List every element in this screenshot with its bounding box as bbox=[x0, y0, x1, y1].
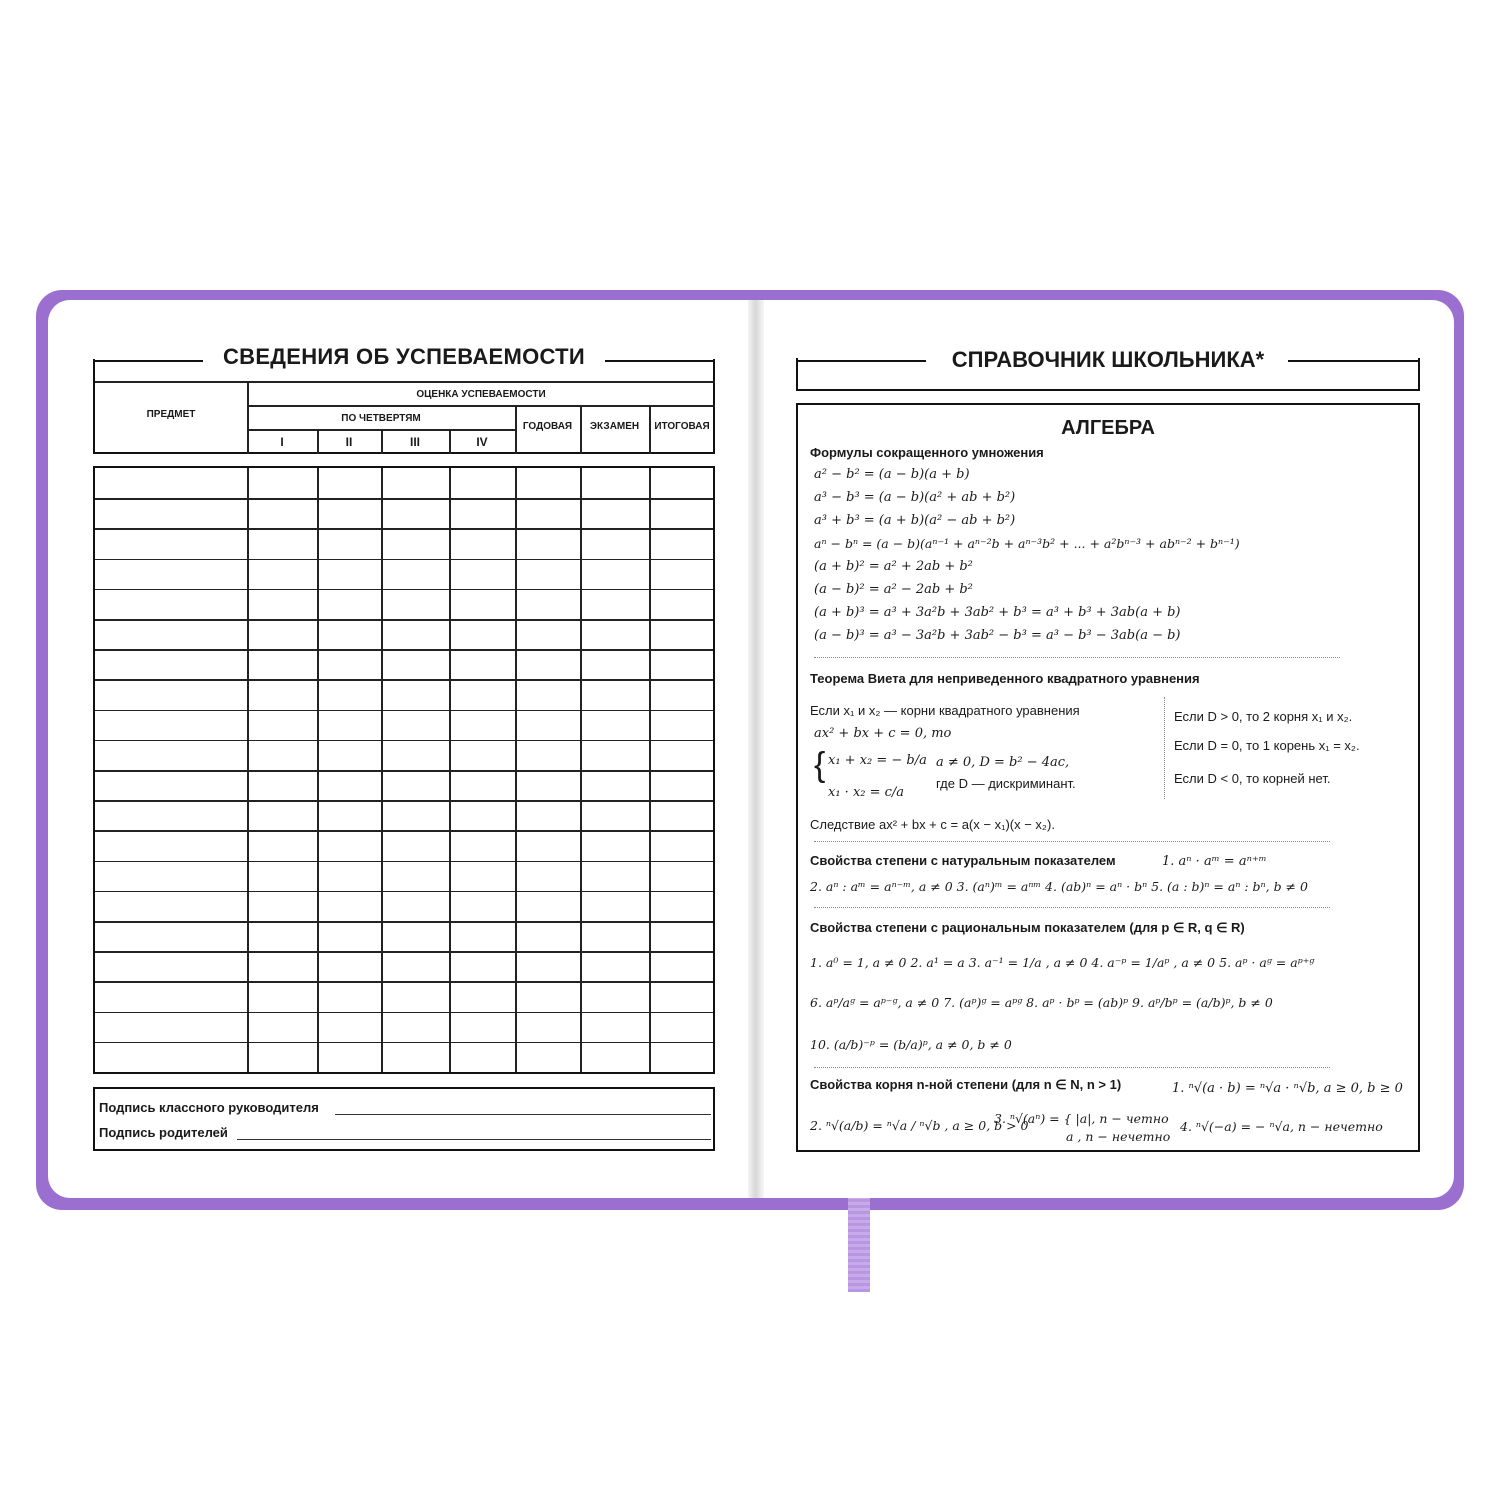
formula: a³ − b³ = (a − b)(a² + ab + b²) bbox=[814, 490, 1016, 505]
reference-title: СПРАВОЧНИК ШКОЛЬНИКА* bbox=[936, 347, 1280, 372]
quarter-3: III bbox=[409, 435, 420, 449]
s1-heading: Формулы сокращенного умножения bbox=[810, 445, 1044, 460]
grades-title: СВЕДЕНИЯ ОБ УСПЕВАЕМОСТИ bbox=[209, 344, 599, 369]
formula: (a − b)³ = a³ − 3a²b + 3ab² − b³ = a³ − b³ − 3ab(a − b) bbox=[814, 628, 1181, 643]
separator bbox=[814, 907, 1330, 908]
parents-signature-label: Подпись родителей bbox=[99, 1125, 228, 1140]
teacher-signature-field[interactable] bbox=[335, 1114, 711, 1115]
vieta-equation: ax² + bx + c = 0, то bbox=[814, 726, 952, 741]
col-quarters: ПО ЧЕТВЕРТЯМ bbox=[341, 413, 421, 424]
vieta-product: x₁ · x₂ = c/a bbox=[828, 785, 905, 800]
separator bbox=[814, 841, 1330, 842]
table-row-line bbox=[95, 528, 713, 530]
table-row-line bbox=[95, 861, 713, 863]
reference-title-block bbox=[796, 345, 1420, 379]
col-year: ГОДОВАЯ bbox=[522, 421, 573, 432]
algebra-reference bbox=[796, 403, 1420, 1152]
root-case-1: Если D > 0, то 2 корня x₁ и x₂. bbox=[1174, 709, 1353, 724]
col-grade: ОЦЕНКА УСПЕВАЕМОСТИ bbox=[416, 389, 546, 400]
formula: (a − b)² = a² − 2ab + b² bbox=[814, 582, 973, 597]
table-row-line bbox=[95, 830, 713, 832]
table-row-line bbox=[95, 679, 713, 681]
s3-heading: Свойства степени с натуральным показателем bbox=[810, 853, 1116, 868]
table-row-line bbox=[95, 891, 713, 893]
grades-table-header bbox=[93, 359, 715, 454]
table-row-line bbox=[95, 740, 713, 742]
col-final: ИТОГОВАЯ bbox=[654, 421, 710, 432]
table-row-line bbox=[95, 589, 713, 591]
table-row-line bbox=[95, 498, 713, 500]
table-row-line bbox=[95, 1042, 713, 1044]
table-row-line bbox=[95, 981, 713, 983]
table-row-line bbox=[95, 951, 713, 953]
power-prop-1: 1. aⁿ · aᵐ = aⁿ⁺ᵐ bbox=[1162, 854, 1267, 869]
vieta-condition: a ≠ 0, D = b² − 4ac, bbox=[936, 755, 1070, 770]
separator bbox=[814, 1067, 1330, 1068]
root-prop-3-odd: a , n − нечетно bbox=[1066, 1129, 1171, 1144]
col-subject: ПРЕДМЕТ bbox=[146, 409, 196, 420]
grades-table-body bbox=[93, 466, 715, 1074]
table-row-line bbox=[95, 619, 713, 621]
table-row-line bbox=[95, 1012, 713, 1014]
table-row-line bbox=[95, 770, 713, 772]
root-prop-2: 2. ⁿ√(a/b) = ⁿ√a / ⁿ√b , a ≥ 0, b > 0 bbox=[810, 1118, 1029, 1133]
quarter-2: II bbox=[345, 435, 353, 449]
col-exam: ЭКЗАМЕН bbox=[589, 421, 640, 432]
parents-signature-field[interactable] bbox=[237, 1139, 711, 1140]
table-row-line bbox=[95, 559, 713, 561]
formula: (a + b)² = a² + 2ab + b² bbox=[814, 559, 973, 574]
root-case-2: Если D = 0, то 1 корень x₁ = x₂. bbox=[1174, 738, 1360, 753]
root-prop-1: 1. ⁿ√(a · b) = ⁿ√a · ⁿ√b, a ≥ 0, b ≥ 0 bbox=[1172, 1081, 1403, 1096]
quarter-1: I bbox=[280, 435, 284, 449]
power-props: 2. aⁿ : aᵐ = aⁿ⁻ᵐ, a ≠ 0 3. (aⁿ)ᵐ = aⁿᵐ 4. (ab)ⁿ = aⁿ · bⁿ 5. (a : b)ⁿ = aⁿ : bⁿ, b ≠ 0 bbox=[810, 879, 1308, 894]
formula: (a + b)³ = a³ + 3a²b + 3ab² + b³ = a³ + b³ + 3ab(a + b) bbox=[814, 605, 1181, 620]
quarter-4: IV bbox=[476, 435, 488, 449]
s5-heading: Свойства корня n-ной степени (для n ∈ N, n > 1) bbox=[810, 1077, 1122, 1092]
table-row-line bbox=[95, 649, 713, 651]
separator bbox=[814, 657, 1340, 658]
vieta-sum: x₁ + x₂ = − b/a bbox=[828, 753, 927, 768]
teacher-signature-label: Подпись классного руководителя bbox=[99, 1100, 319, 1115]
bookmark-ribbon[interactable] bbox=[848, 1198, 870, 1292]
page-gutter bbox=[748, 300, 764, 1198]
system-brace-icon: { bbox=[814, 746, 826, 784]
rational-props-2: 6. aᵖ/aᵍ = aᵖ⁻ᵍ, a ≠ 0 7. (aᵖ)ᵍ = aᵖᵍ 8. aᵖ · bᵖ = (ab)ᵖ 9. aᵖ/bᵖ = (a/b)ᵖ, b ≠ 0 bbox=[810, 995, 1273, 1010]
vieta-corollary: Следствие ax² + bx + c = a(x − x₁)(x − x₂). bbox=[810, 817, 1055, 832]
vieta-discriminant: где D — дискриминант. bbox=[936, 776, 1076, 791]
signature-box bbox=[93, 1087, 715, 1151]
s2-heading: Теорема Виета для неприведенного квадратного уравнения bbox=[810, 671, 1200, 686]
rational-props-3: 10. (a/b)⁻ᵖ = (b/a)ᵖ, a ≠ 0, b ≠ 0 bbox=[810, 1037, 1012, 1052]
root-prop-3: 3. ⁿ√(aⁿ) = { |a|, n − четно bbox=[994, 1111, 1169, 1126]
separator bbox=[1164, 697, 1165, 799]
formula: aⁿ − bⁿ = (a − b)(aⁿ⁻¹ + aⁿ⁻²b + aⁿ⁻³b² + ... + a²bⁿ⁻³ + abⁿ⁻² + bⁿ⁻¹) bbox=[814, 536, 1240, 551]
table-row-line bbox=[95, 800, 713, 802]
root-case-3: Если D < 0, то корней нет. bbox=[1174, 771, 1331, 786]
subject-title: АЛГЕБРА bbox=[1061, 417, 1155, 439]
rational-props-1: 1. a⁰ = 1, a ≠ 0 2. a¹ = a 3. a⁻¹ = 1/a , a ≠ 0 4. a⁻ᵖ = 1/aᵖ , a ≠ 0 5. aᵖ · aᵍ = aᵖ⁺ᵍ bbox=[810, 955, 1315, 970]
vieta-text: Если x₁ и x₂ — корни квадратного уравнения bbox=[810, 703, 1080, 718]
root-prop-4: 4. ⁿ√(−a) = − ⁿ√a, n − нечетно bbox=[1180, 1119, 1383, 1134]
formula: a³ + b³ = (a + b)(a² − ab + b²) bbox=[814, 513, 1016, 528]
s4-heading: Свойства степени с рациональным показателем (для p ∈ R, q ∈ R) bbox=[810, 920, 1245, 935]
table-row-line bbox=[95, 921, 713, 923]
formula: a² − b² = (a − b)(a + b) bbox=[814, 467, 970, 482]
table-row-line bbox=[95, 710, 713, 712]
